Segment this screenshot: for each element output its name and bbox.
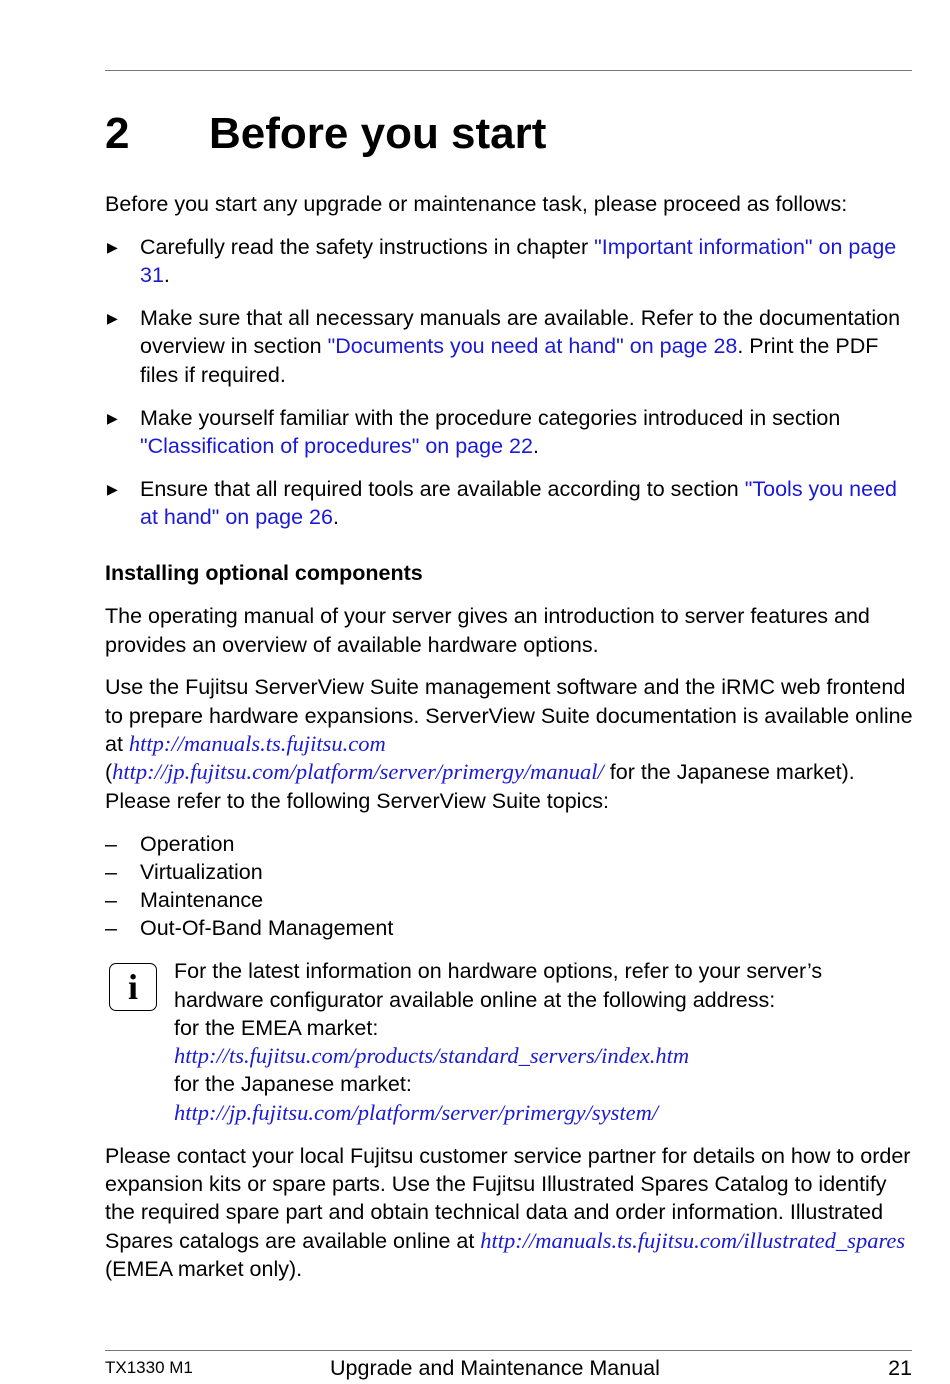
japan-manual-link[interactable]: http://jp.fujitsu.com/platform/server/primergy/manual/	[112, 759, 604, 785]
page-footer	[105, 1354, 912, 1382]
list-item: – Virtualization	[105, 858, 915, 886]
spares-catalog-link[interactable]: http://manuals.ts.fujitsu.com/illustrated_spares	[480, 1227, 906, 1253]
list-item: ▶ Make yourself familiar with the procedure categories introduced in section "Classification of procedures" on page 22.	[107, 405, 841, 458]
page-number: 21	[888, 1356, 912, 1380]
topics-list	[105, 830, 915, 943]
bullet-arrow-icon: ▶	[107, 310, 118, 327]
list-item: ▶ Ensure that all required tools are available according to section "Tools you need at hand" on page 26.	[107, 476, 898, 530]
info-note: i For the latest information on hardware options, refer to your server’s hardware configurator available online at the following address: for the EMEA market: http://ts.fujitsu.com/products/standard_servers/index.htm for the Japanese market: http://jp.fujitsu.com/platform/server/primergy/system/	[105, 957, 915, 1127]
list-item: – Maintenance	[105, 886, 915, 914]
paragraph-serverview: Use the Fujitsu ServerView Suite management software and the iRMC web frontend to prepare hardware expansions. ServerView Suite documentation is available online at http://manuals.ts.fujitsu.com (http://jp.fujitsu.com/platform/server/primergy/manual/ for the Japanese market). Please refer to the following ServerView Suite topics:	[105, 675, 913, 813]
manuals-link[interactable]: http://manuals.ts.fujitsu.com	[128, 731, 386, 757]
emea-configurator-link[interactable]: http://ts.fujitsu.com/products/standard_servers/index.htm	[174, 1043, 690, 1069]
dash-icon: –	[105, 859, 117, 884]
bullet-arrow-icon: ▶	[107, 409, 118, 426]
section-heading: Installing optional components	[105, 561, 423, 586]
dash-icon: –	[105, 888, 117, 913]
top-rule	[105, 70, 912, 71]
info-icon: i	[109, 963, 157, 1011]
main-content	[105, 190, 915, 1298]
crossref-link[interactable]: "Classification of procedures" on page 22	[140, 433, 533, 458]
list-item: – Out-Of-Band Management	[105, 914, 915, 942]
bullet-arrow-icon: ▶	[107, 480, 118, 497]
bullet-arrow-icon: ▶	[107, 238, 118, 255]
paragraph-intro-server: The operating manual of your server gives an introduction to server features and provides an overview of available hardware options.	[105, 604, 870, 657]
intro-paragraph: Before you start any upgrade or maintenance task, please proceed as follows:	[105, 192, 848, 216]
footer-title: Upgrade and Maintenance Manual	[330, 1356, 660, 1380]
dash-icon: –	[105, 831, 117, 856]
chapter-title: Before you start	[209, 109, 547, 158]
chapter-heading	[105, 106, 546, 162]
crossref-link[interactable]: "Tools you need at hand" on page 26	[140, 476, 898, 530]
list-item: ▶ Make sure that all necessary manuals are available. Refer to the documentation overview in section "Documents you need at hand" on page 28. Print the PDF files if required.	[107, 306, 901, 387]
list-item: – Operation	[105, 830, 915, 858]
chapter-number: 2	[105, 109, 130, 158]
paragraph-spares: Please contact your local Fujitsu customer service partner for details on how to order expansion kits or spare parts. Use the Fujitsu Illustrated Spares Catalog to identify the required spare part and obtain technical data and order information. Illustrated Spares catalogs are available online at http://manuals.ts.fujitsu.com/illustrated_spares (EMEA market only).	[105, 1143, 911, 1281]
dash-icon: –	[105, 916, 117, 941]
footer-product: TX1330 M1	[105, 1358, 193, 1377]
steps-list	[105, 233, 915, 531]
list-item: ▶ Carefully read the safety instructions in chapter "Important information" on page 31.	[107, 234, 897, 288]
bottom-rule	[105, 1350, 912, 1351]
japan-configurator-link[interactable]: http://jp.fujitsu.com/platform/server/primergy/system/	[174, 1099, 659, 1125]
crossref-link[interactable]: "Documents you need at hand" on page 28	[327, 334, 738, 359]
crossref-link[interactable]: "Important information" on page 31	[140, 234, 897, 288]
